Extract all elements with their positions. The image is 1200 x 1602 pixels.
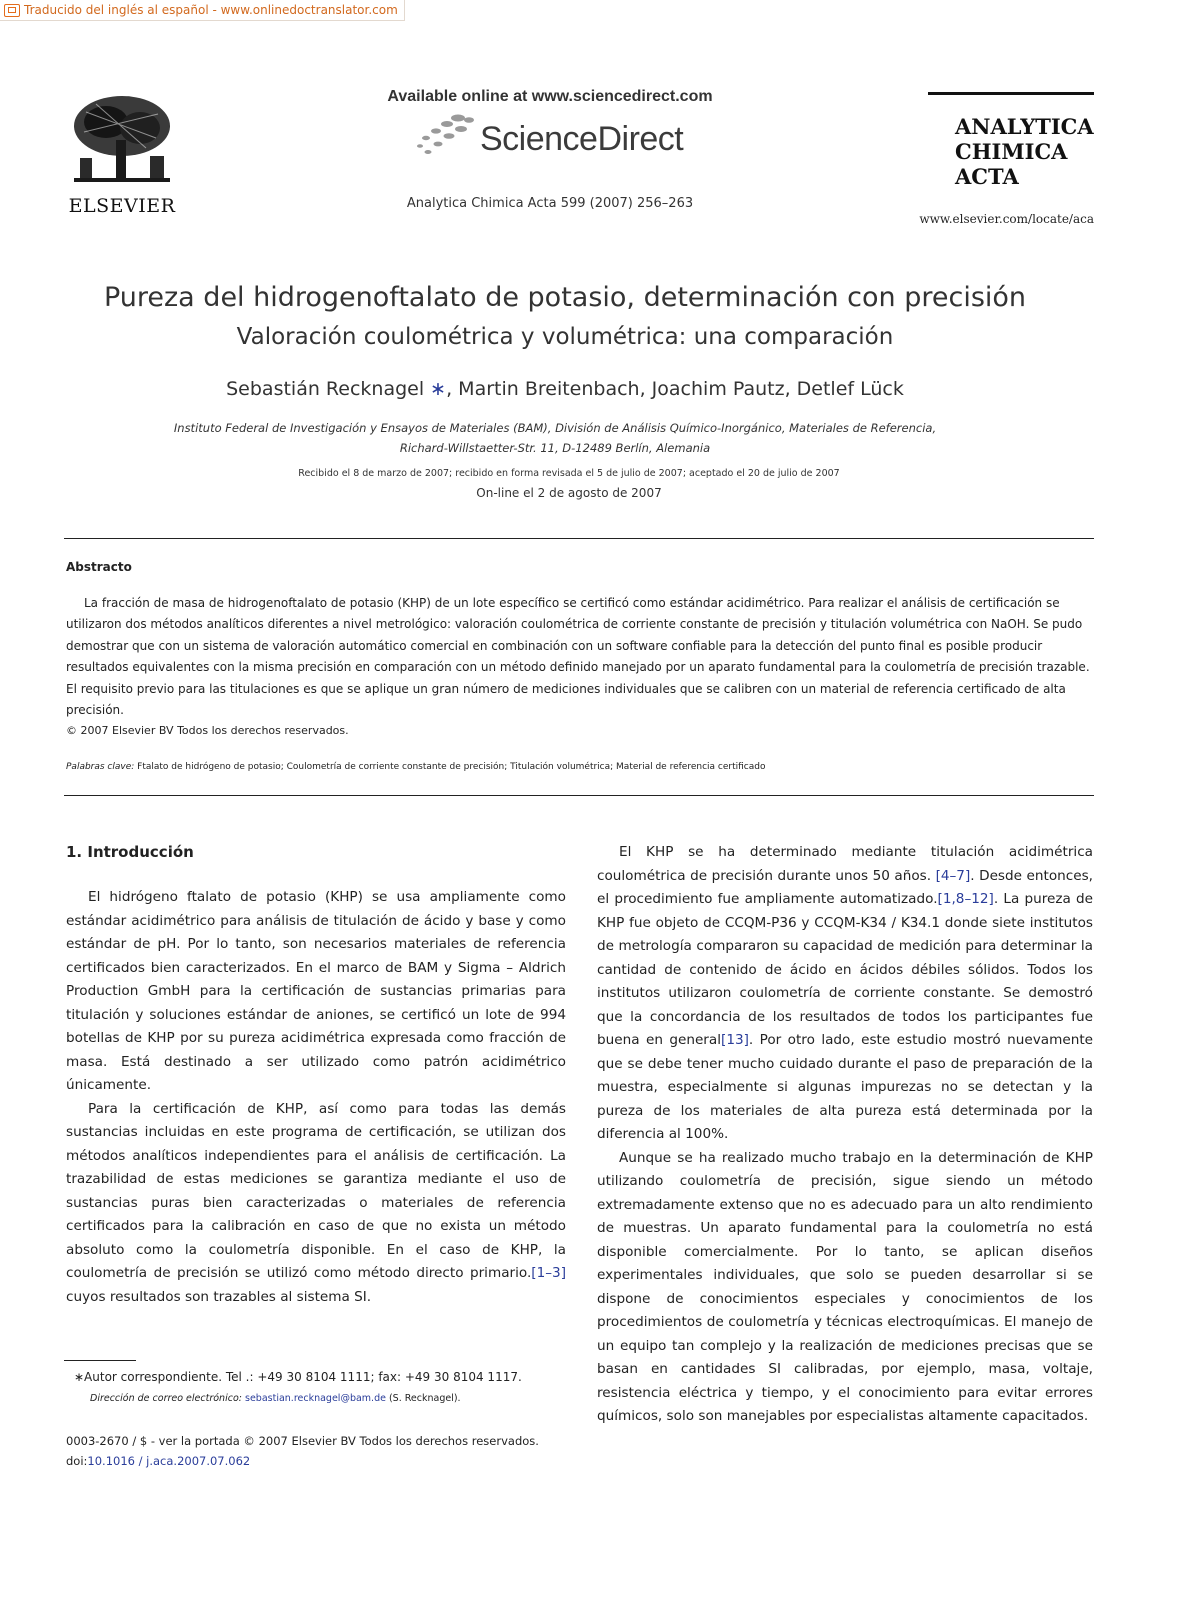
journal-url[interactable]: www.elsevier.com/locate/aca xyxy=(919,212,1094,226)
keywords-list: Ftalato de hidrógeno de potasio; Coulometría de corriente constante de precisión; Titulación volumétrica; Material de referencia certificado xyxy=(134,762,766,772)
paragraph-text: . Por otro lado, este estudio mostró nuevamente que se debe tener mucho cuidado durante el paso de preparación de la muestra, especialmente si algunas impurezas no se detectan y la pureza de los materiales de alta pureza está determinada por la diferencia al 100%. xyxy=(597,1032,1094,1142)
online-date: On-line el 2 de agosto de 2007 xyxy=(476,486,662,500)
abstract-body xyxy=(66,593,1096,721)
footnote-rule xyxy=(64,1360,136,1361)
section-heading: 1. Introducción xyxy=(66,843,194,861)
keywords xyxy=(66,762,765,772)
available-online: Available online at www.sciencedirect.com xyxy=(387,88,713,105)
paragraph xyxy=(597,841,1093,1147)
article-title-line2: Valoración coulométrica y volumétrica: una comparación xyxy=(236,324,894,350)
paragraph-text: . Desde entonces, el procedimiento fue ampliamente automatizado. xyxy=(597,867,1093,907)
left-column xyxy=(66,886,566,1309)
paragraph-text: . La pureza de KHP fue objeto de CCQM-P36 y CCQM-K34 / K34.1 donde siete institutos de metrología compararon su capacidad de medición para determinar la cantidad de contenido de ácido en ácidos débiles sólidos. Todos los institutos utilizaron coulometría de corriente constante. Se demostró que la concordancia de los resultados de todos los participantes fue buena en general xyxy=(597,891,1093,1048)
paragraph-text: cuyos resultados son trazables al sistema SI. xyxy=(66,1288,372,1305)
affiliation xyxy=(100,418,1010,458)
citation-link[interactable]: [1,8–12] xyxy=(937,891,994,907)
doi-line xyxy=(66,1454,250,1468)
citation-link[interactable]: [1–3] xyxy=(531,1265,566,1281)
email-link[interactable]: sebastian.recknagel@bam.de xyxy=(245,1393,386,1404)
citation-link[interactable]: [13] xyxy=(721,1032,749,1048)
author-list xyxy=(60,378,1070,400)
sciencedirect-dots-icon xyxy=(414,112,476,160)
paragraph xyxy=(66,1098,566,1310)
elsevier-tree-logo xyxy=(66,92,178,192)
author-name: Sebastián Recknagel xyxy=(226,378,425,400)
translator-notice-text: Traducido del inglés al español - www.onlinedoctranslator.com xyxy=(24,3,398,17)
translate-icon xyxy=(4,4,20,17)
affiliation-line: Richard-Willstaetter-Str. 11, D-12489 Berlín, Alemania xyxy=(399,441,711,455)
paragraph: Aunque se ha realizado mucho trabajo en la determinación de KHP utilizando coulometría de precisión, sigue siendo un método extremadamente extenso que no es adecuado para un alto rendimiento de muestras. Un aparato fundamental para la coulometría no está disponible comercialmente. Por lo tanto, se aplican diseños experimentales individuales, que solo se pueden desarrollar si se dispone de conocimientos especiales y conocimientos de los procedimientos de coulometría y técnicas electroquímicas. El manejo de un equipo tan complejo y la realización de mediciones precisas que se basan en cantidades SI calibradas, por ejemplo, masa, voltaje, resistencia eléctrica y tiempo, y el conocimiento para evitar errores químicos, solo son manejables por especialistas altamente capacitados. xyxy=(597,1149,1093,1424)
keywords-label: Palabras clave: xyxy=(66,762,135,772)
email-label: Dirección de correo electrónico: xyxy=(90,1393,242,1404)
author-names: , Martin Breitenbach, Joachim Pautz, Detlef Lück xyxy=(446,378,904,400)
copyright: © 2007 Elsevier BV Todos los derechos reservados. xyxy=(66,724,349,737)
abstract-heading: Abstracto xyxy=(66,560,132,574)
journal-name-line: ACTA xyxy=(955,164,1019,189)
right-column xyxy=(597,841,1093,1429)
journal-name xyxy=(955,114,1094,189)
abstract-top-rule xyxy=(64,538,1094,539)
paragraph: El hidrógeno ftalato de potasio (KHP) se usa ampliamente como estándar acidimétrico para análisis de titulación de ácido y base y como estándar de pH. Por lo tanto, son necesarios materiales de referencia certificados bien caracterizados. En el marco de BAM y Sigma – Aldrich Production GmbH para la certificación de sustancias primarias para titulación y soluciones estándar de aniones, se certificó un lote de 994 botellas de KHP por su pureza acidimétrica expresada como fracción de masa. Está destinado a ser utilizado como patrón acidimétrico únicamente. xyxy=(66,889,566,1093)
affiliation-line: Instituto Federal de Investigación y Ensayos de Materiales (BAM), División de Análisis Químico-Inorgánico, Materiales de Referencia, xyxy=(173,421,937,435)
journal-name-line: CHIMICA xyxy=(955,139,1068,164)
sciencedirect-wordmark: ScienceDirect xyxy=(480,120,684,158)
journal-name-line: ANALYTICA xyxy=(955,114,1094,139)
email-suffix: (S. Recknagel). xyxy=(385,1393,461,1404)
journal-reference: Analytica Chimica Acta 599 (2007) 256–263 xyxy=(406,196,694,211)
email-note xyxy=(90,1393,461,1404)
issn-line: 0003-2670 / $ - ver la portada © 2007 Elsevier BV Todos los derechos reservados. xyxy=(66,1434,539,1448)
doi-link[interactable]: 10.1016 / j.aca.2007.07.062 xyxy=(87,1454,251,1468)
corresponding-author-note: ∗Autor correspondiente. Tel .: +49 30 8104 1111; fax: +49 30 8104 1117. xyxy=(74,1370,522,1384)
corresponding-author-link[interactable]: ∗ xyxy=(430,378,447,400)
translator-notice[interactable] xyxy=(0,0,405,21)
doi-label: doi: xyxy=(66,1454,88,1468)
paragraph-text: Para la certificación de KHP, así como para todas las demás sustancias incluidas en este programa de certificación, se utilizan dos métodos analíticos independientes para el análisis de certificación. La trazabilidad de estas mediciones se garantiza mediante el uso de sustancias puras bien caracterizadas o materiales de referencia certificados para la calibración en caso de que no exista un método absoluto como la coulometría disponible. En el caso de KHP, la coulometría de precisión se utilizó como método directo primario. xyxy=(66,1100,566,1281)
abstract-text: La fracción de masa de hidrogenoftalato de potasio (KHP) de un lote específico se certificó como estándar acidimétrico. Para realizar el análisis de certificación se utilizaron dos métodos analíticos diferentes a nivel metrológico: valoración coulométrica de corriente constante de precisión y titulación volumétrica con NaOH. Se pudo demostrar que con un sistema de valoración automático comercial en combinación con un software confiable para la detección del punto final es posible producir resultados equivalentes con la misma precisión en comparación con un método definido manejado por un aparato fundamental para la coulometría de precisión trazable. El requisito previo para las titulaciones es que se aplique un gran número de mediciones individuales que se calibren con un material de referencia certificado de alta precisión. xyxy=(66,596,1090,718)
article-title-line1: Pureza del hidrogenoftalato de potasio, determinación con precisión xyxy=(103,282,1027,313)
journal-rule xyxy=(928,92,1094,95)
elsevier-wordmark: ELSEVIER xyxy=(68,195,176,217)
paragraph-text: El KHP se ha determinado mediante titulación acidimétrica coulométrica de precisión durante unos 50 años. xyxy=(597,844,1093,884)
citation-link[interactable]: [4–7] xyxy=(935,867,971,884)
received-dates: Recibido el 8 de marzo de 2007; recibido en forma revisada el 5 de julio de 2007; aceptado el 20 de julio de 2007 xyxy=(298,468,840,479)
abstract-bottom-rule xyxy=(64,795,1094,796)
